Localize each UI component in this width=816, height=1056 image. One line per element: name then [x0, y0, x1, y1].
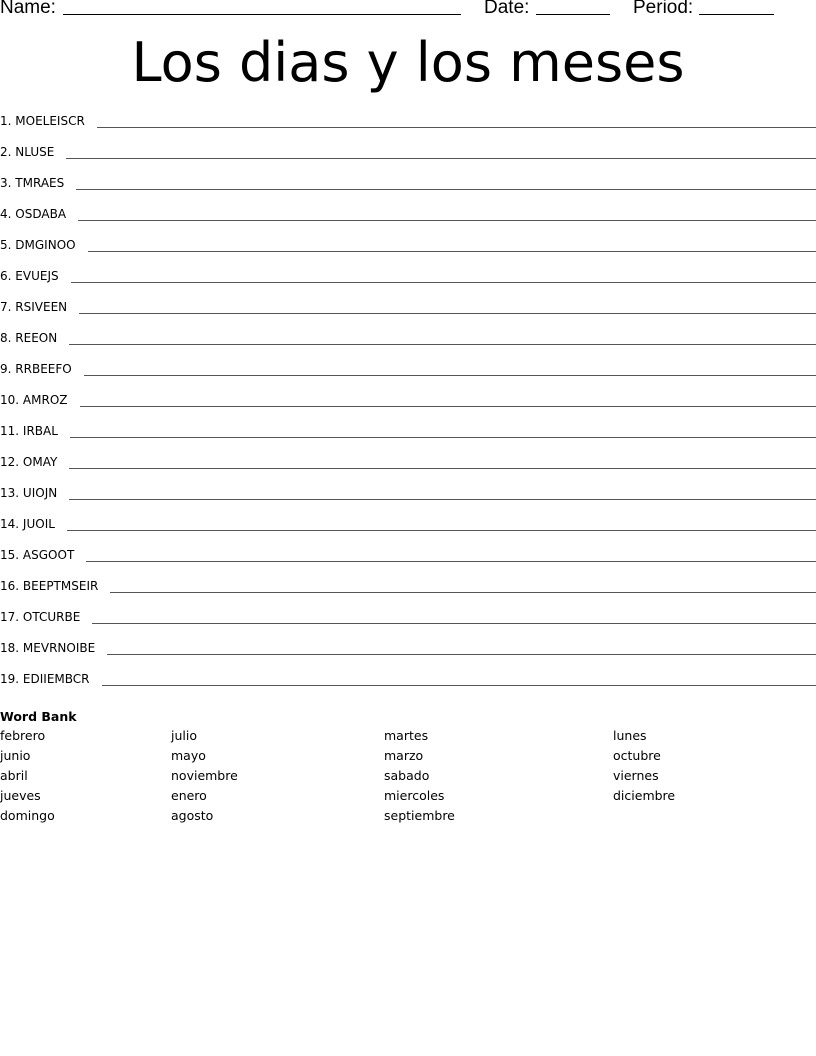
question-row: [0, 236, 816, 267]
period-label: Period:: [633, 0, 694, 18]
question-number: 17 .: [0, 610, 23, 624]
word-bank: [0, 708, 816, 836]
scrambled-word: REEON: [15, 331, 58, 345]
word-bank-item: noviembre: [171, 768, 238, 783]
answer-line[interactable]: [69, 468, 816, 469]
date-blank[interactable]: [536, 14, 610, 15]
date-label: Date:: [484, 0, 530, 18]
question-number: 3 .: [0, 176, 15, 190]
answer-line[interactable]: [70, 437, 816, 438]
scrambled-word: BEEPTMSEIR: [22, 579, 99, 593]
header: [0, 0, 816, 23]
question-row: [0, 267, 816, 298]
question-label: [0, 546, 74, 564]
answer-line[interactable]: [80, 406, 816, 407]
question-row: [0, 670, 816, 701]
question-number: 4 .: [0, 207, 15, 221]
word-bank-item: julio: [171, 728, 197, 743]
scrambled-word: OTCURBE: [22, 610, 81, 624]
answer-line[interactable]: [76, 189, 816, 190]
question-number: 6 .: [0, 269, 15, 283]
question-row: [0, 298, 816, 329]
word-bank-item: viernes: [613, 768, 659, 783]
word-bank-item: febrero: [0, 728, 46, 743]
question-row: [0, 422, 816, 453]
question-label: [0, 236, 76, 254]
scrambled-word: EVUEJS: [15, 269, 59, 283]
word-bank-item: lunes: [613, 728, 647, 743]
scrambled-word: RRBEEFO: [15, 362, 72, 376]
answer-line[interactable]: [69, 499, 816, 500]
question-number: 1 .: [0, 114, 15, 128]
page-title: Los dias y los meses: [131, 31, 685, 94]
answer-line[interactable]: [71, 282, 816, 283]
question-label: [0, 112, 85, 130]
question-row: [0, 143, 816, 174]
question-label: [0, 670, 90, 688]
word-bank-item: marzo: [384, 748, 424, 763]
question-list: [0, 112, 816, 701]
question-row: [0, 360, 816, 391]
question-row: [0, 484, 816, 515]
question-row: [0, 515, 816, 546]
question-number: 15 .: [0, 548, 23, 562]
answer-line[interactable]: [67, 530, 816, 531]
scrambled-word: OSDABA: [15, 207, 67, 221]
word-bank-item: abril: [0, 768, 28, 783]
question-label: [0, 577, 98, 595]
word-bank-title: Word Bank: [0, 709, 77, 724]
question-label: [0, 639, 95, 657]
question-label: [0, 205, 66, 223]
scrambled-word: JUOIL: [22, 517, 55, 531]
answer-line[interactable]: [79, 313, 816, 314]
answer-line[interactable]: [84, 375, 816, 376]
word-bank-item: mayo: [171, 748, 206, 763]
question-row: [0, 608, 816, 639]
word-bank-item: enero: [171, 788, 207, 803]
question-label: [0, 515, 55, 533]
word-bank-item: sabado: [384, 768, 430, 783]
question-row: [0, 174, 816, 205]
question-label: [0, 174, 64, 192]
question-row: [0, 577, 816, 608]
word-bank-item: septiembre: [384, 808, 455, 823]
answer-line[interactable]: [78, 220, 816, 221]
question-label: [0, 143, 54, 161]
word-bank-item: octubre: [613, 748, 661, 763]
scrambled-word: AMROZ: [22, 393, 68, 407]
answer-line[interactable]: [66, 158, 816, 159]
word-bank-item: agosto: [171, 808, 214, 823]
scrambled-word: NLUSE: [15, 145, 55, 159]
answer-line[interactable]: [97, 127, 816, 128]
question-row: [0, 112, 816, 143]
word-bank-item: junio: [0, 748, 31, 763]
word-bank-item: diciembre: [613, 788, 676, 803]
question-number: 7 .: [0, 300, 15, 314]
question-label: [0, 360, 72, 378]
answer-line[interactable]: [102, 685, 816, 686]
scrambled-word: MOELEISCR: [15, 114, 85, 128]
answer-line[interactable]: [107, 654, 816, 655]
question-number: 10 .: [0, 393, 23, 407]
question-row: [0, 453, 816, 484]
scrambled-word: RSIVEEN: [15, 300, 68, 314]
question-number: 5 .: [0, 238, 15, 252]
word-bank-item: domingo: [0, 808, 55, 823]
question-label: [0, 267, 59, 285]
question-label: [0, 484, 57, 502]
question-label: [0, 608, 80, 626]
name-label: Name:: [0, 0, 56, 18]
question-row: [0, 639, 816, 670]
scrambled-word: EDIIEMBCR: [22, 672, 90, 686]
scrambled-word: TMRAES: [15, 176, 65, 190]
answer-line[interactable]: [86, 561, 816, 562]
scrambled-word: ASGOOT: [22, 548, 75, 562]
scrambled-word: OMAY: [22, 455, 58, 469]
question-number: 18 .: [0, 641, 23, 655]
scrambled-word: MEVRNOIBE: [22, 641, 96, 655]
period-blank[interactable]: [699, 14, 774, 15]
question-label: [0, 453, 57, 471]
question-number: 13 .: [0, 486, 23, 500]
question-number: 14 .: [0, 517, 23, 531]
question-number: 19 .: [0, 672, 23, 686]
answer-line[interactable]: [92, 623, 816, 624]
word-bank-item: martes: [384, 728, 429, 743]
scrambled-word: DMGINOO: [15, 238, 76, 252]
question-row: [0, 546, 816, 577]
question-number: 16 .: [0, 579, 23, 593]
answer-line[interactable]: [88, 251, 816, 252]
question-number: 12 .: [0, 455, 23, 469]
question-label: [0, 298, 67, 316]
question-row: [0, 205, 816, 236]
word-bank-grid: [0, 726, 816, 836]
question-label: [0, 391, 68, 409]
word-bank-item: miercoles: [384, 788, 445, 803]
question-label: [0, 329, 57, 347]
scrambled-word: IRBAL: [22, 424, 58, 438]
question-label: [0, 422, 58, 440]
question-number: 2 .: [0, 145, 15, 159]
question-number: 9 .: [0, 362, 15, 376]
question-number: 11 .: [0, 424, 23, 438]
question-number: 8 .: [0, 331, 15, 345]
answer-line[interactable]: [110, 592, 816, 593]
question-row: [0, 329, 816, 360]
question-row: [0, 391, 816, 422]
word-bank-item: jueves: [0, 788, 41, 803]
scrambled-word: UIOJN: [22, 486, 58, 500]
answer-line[interactable]: [69, 344, 816, 345]
name-blank[interactable]: [63, 14, 461, 15]
